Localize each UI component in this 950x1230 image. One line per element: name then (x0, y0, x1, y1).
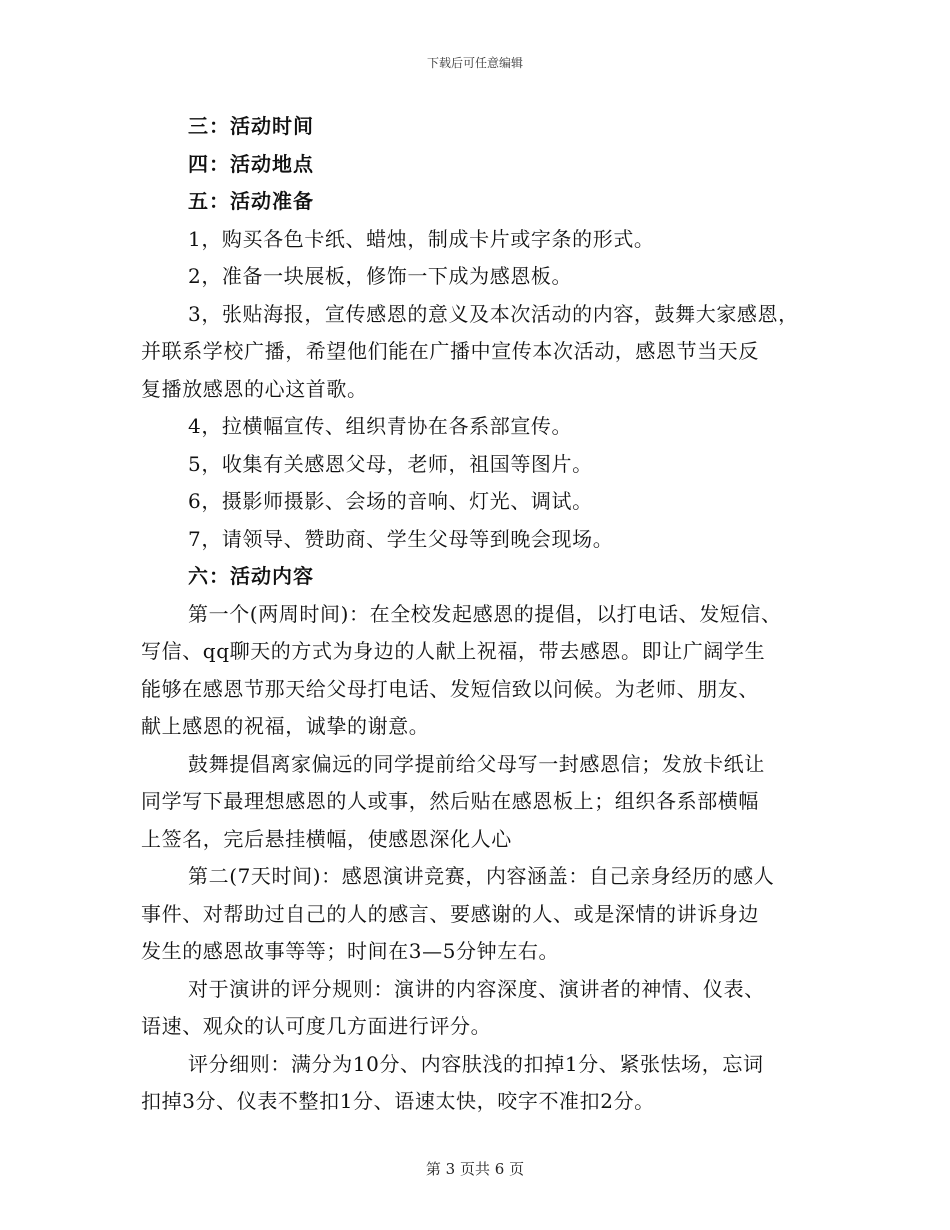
paragraph-line: 5，收集有关感恩父母，老师，祖国等图片。 (188, 451, 593, 476)
paragraph-line: 2，准备一块展板，修饰一下成为感恩板。 (188, 264, 573, 288)
paragraph-line: 1，购买各色卡纸、蜡烛，制成卡片或字条的形式。 (188, 226, 655, 251)
paragraph-line: 扣掉3分、仪表不整扣1分、语速太快，咬字不准扣2分。 (141, 1089, 655, 1113)
paragraph-line: 同学写下最理想感恩的人或事，然后贴在感恩板上；组织各系部横幅 (141, 789, 759, 813)
paragraph-line: 评分细则：满分为10分、内容肤浅的扣掉1分、紧张怯场，忘词 (188, 1051, 764, 1076)
paragraph-line: 能够在感恩节那天给父母打电话、发短信致以问候。为老师、朋友、 (141, 676, 759, 701)
paragraph-line: 4，拉横幅宣传、组织青协在各系部宣传。 (188, 414, 573, 438)
section-heading: 三：活动时间 (188, 114, 314, 138)
paragraph-line: 对于演讲的评分规则：演讲的内容深度、演讲者的神情、仪表、 (188, 976, 765, 1001)
section-heading: 五：活动准备 (188, 189, 314, 213)
paragraph-line: 3，张贴海报，宣传感恩的意义及本次活动的内容，鼓舞大家感恩， (188, 301, 799, 326)
paragraph-line: 发生的感恩故事等等；时间在3—5分钟左右。 (141, 939, 560, 963)
paragraph-line: 第一个(两周时间)：在全校发起感恩的提倡，以打电话、发短信、 (188, 601, 782, 626)
page-footer: 第 3 页共 6 页 (425, 1160, 525, 1178)
paragraph-line: 事件、对帮助过自己的人的感言、要感谢的人、或是深情的讲诉身边 (141, 901, 759, 926)
paragraph-line: 第二(7天时间)：感恩演讲竞赛，内容涵盖：自己亲身经历的感人 (188, 864, 775, 888)
paragraph-line: 写信、qq聊天的方式为身边的人献上祝福，带去感恩。即让广阔学生 (141, 639, 766, 663)
section-heading: 四：活动地点 (188, 151, 314, 176)
page-header: 下载后可任意编辑 (426, 56, 523, 70)
paragraph-line: 献上感恩的祝福，诚挚的谢意。 (141, 714, 430, 738)
paragraph-line: 鼓舞提倡离家偏远的同学提前给父母写一封感恩信；发放卡纸让 (188, 751, 765, 776)
section-heading: 六：活动内容 (188, 564, 314, 588)
paragraph-line: 并联系学校广播，希望他们能在广播中宣传本次活动，感恩节当天反 (141, 339, 759, 363)
paragraph-line: 语速、观众的认可度几方面进行评分。 (141, 1014, 492, 1038)
document-body (141, 108, 831, 1121)
paragraph-line: 上签名，完后悬挂横幅，使感恩深化人心 (141, 826, 512, 851)
paragraph-line: 复播放感恩的心这首歌。 (141, 376, 368, 401)
paragraph-line: 7，请领导、赞助商、学生父母等到晚会现场。 (188, 526, 614, 551)
paragraph-line: 6，摄影师摄影、会场的音响、灯光、调试。 (188, 489, 593, 513)
